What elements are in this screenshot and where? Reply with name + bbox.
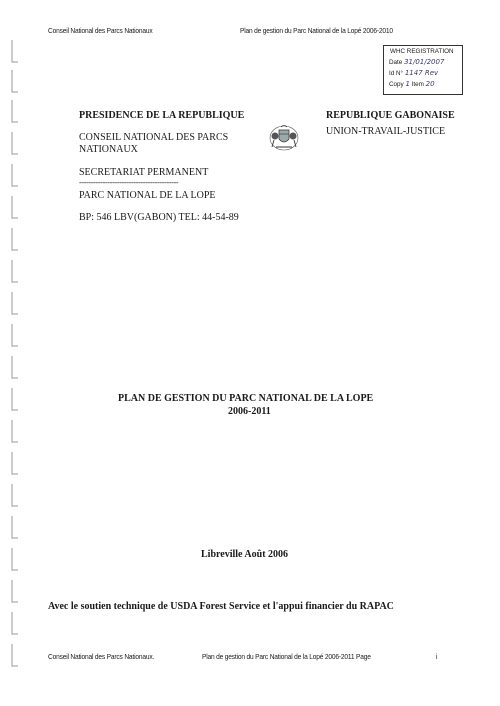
stamp-id-label: Id N° xyxy=(389,70,404,77)
stamp-title: WHC REGISTRATION xyxy=(390,48,454,55)
parc-line: PARC NATIONAL DE LA LOPE xyxy=(79,190,216,201)
stamp-date-value: 31/01/2007 xyxy=(404,58,445,66)
devise-line: UNION-TRAVAIL-JUSTICE xyxy=(326,126,446,137)
registration-stamp xyxy=(383,45,463,95)
place-date: Libreville Août 2006 xyxy=(201,549,289,560)
stamp-id-value: 1147 Rev xyxy=(404,69,439,77)
stamp-item-value: 20 xyxy=(425,80,435,88)
separator-line: ------------------------------------------ xyxy=(79,178,179,187)
coat-of-arms-icon xyxy=(268,122,300,152)
document-title: PLAN DE GESTION DU PARC NATIONAL DE LA LOPE xyxy=(118,393,374,404)
conseil-line-1: CONSEIL NATIONAL DES PARCS xyxy=(79,132,229,143)
page-number: i xyxy=(436,652,438,661)
document-years: 2006-2011 xyxy=(228,406,271,417)
secretariat-line: SECRETARIAT PERMANENT xyxy=(79,167,209,178)
header-right: Plan de gestion du Parc National de la Lopé 2006-2010 xyxy=(240,26,393,35)
footer-left: Conseil National des Parcs Nationaux. xyxy=(48,652,155,661)
stamp-date-label: Date xyxy=(389,59,403,66)
stamp-item-label: Item xyxy=(411,81,424,88)
republique-heading: REPUBLIQUE GABONAISE xyxy=(326,110,455,121)
binding-marks xyxy=(8,40,22,680)
presidence-heading: PRESIDENCE DE LA REPUBLIQUE xyxy=(79,110,245,121)
header-left: Conseil National des Parcs Nationaux xyxy=(48,26,153,35)
support-statement: Avec le soutien technique de USDA Forest Service et l'appui financier du RAPAC xyxy=(48,601,394,612)
footer-center: Plan de gestion du Parc National de la Lopé 2006-2011 Page xyxy=(202,652,371,661)
stamp-copy-label: Copy xyxy=(389,81,404,88)
contact-line: BP: 546 LBV(GABON) TEL: 44-54-89 xyxy=(79,212,239,223)
conseil-line-2: NATIONAUX xyxy=(79,144,138,155)
stamp-copy-value: 1 xyxy=(405,80,410,88)
